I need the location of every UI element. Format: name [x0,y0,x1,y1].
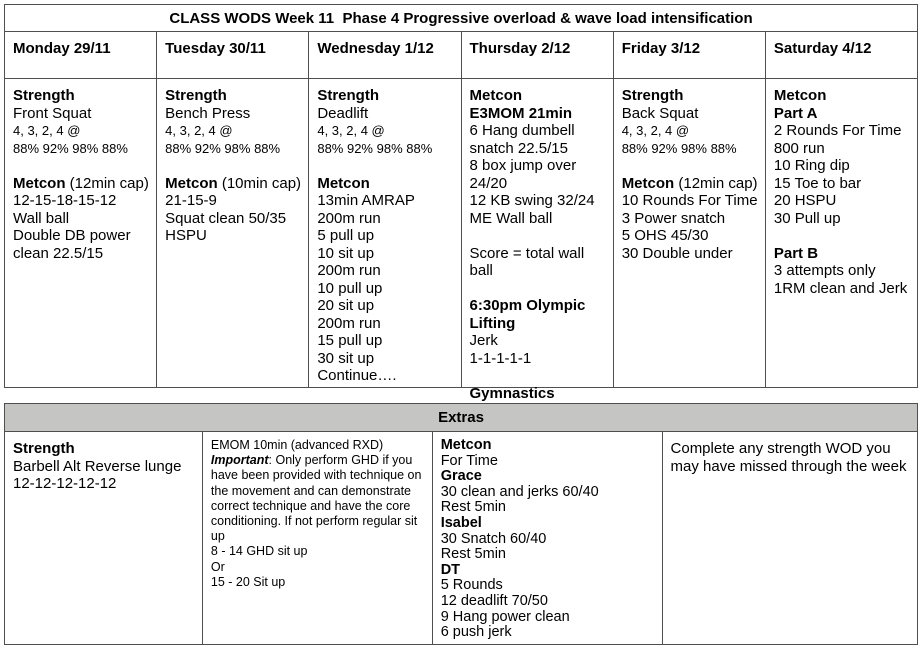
text-line [671,440,909,476]
text-line [317,210,454,228]
text-line [317,367,454,385]
text-segment: Part A [773,104,818,122]
text-line [622,227,759,245]
text-line [470,227,607,245]
day-header-thursday: Thursday 2/12 [462,32,614,78]
text-segment: ME Wall ball [469,209,553,227]
text-segment: Metcon [469,87,523,104]
text-segment: Strength [165,87,227,104]
text-line [470,122,607,140]
text-segment: Deadlift [317,104,369,122]
text-segment: 21-15-9 [165,192,217,209]
text-segment: Metcon [440,437,492,453]
text-segment: Metcon [165,174,218,192]
text-line [441,516,654,532]
day-header-tuesday: Tuesday 30/11 [157,32,309,78]
day-header-wednesday: Wednesday 1/12 [309,32,461,78]
text-segment: Isabel [440,514,482,531]
text-line [165,175,302,193]
text-segment: 5 Rounds [440,577,503,594]
text-segment: 12-15-18-15-12 [13,192,117,209]
day-content-row [5,79,917,402]
text-line [317,350,454,368]
text-segment: Lifting [469,314,516,332]
text-segment: Strength [13,87,75,104]
text-segment: 4, 3, 2, 4 @ [621,123,690,138]
text-segment: Or [210,559,225,574]
text-line [13,227,150,245]
text-segment: Score = total wall ball [469,244,585,279]
text-line [774,262,911,280]
text-line [470,280,607,298]
text-line [317,192,454,210]
extras-table [4,403,918,645]
text-segment: 200m run [317,262,381,279]
text-segment: Important [210,453,269,468]
text-segment: 30 Double under [621,244,733,262]
text-line [470,192,607,210]
text-segment: 10 sit up [317,244,375,262]
day-header-row [5,32,917,79]
text-segment: Strength [317,87,380,104]
text-line [317,157,454,175]
text-segment: E3MOM 21min [469,104,573,122]
text-line [774,210,911,228]
text-segment: Metcon [773,87,827,104]
text-segment: 4, 3, 2, 4 @ [165,123,233,138]
text-line [470,87,607,105]
text-line [774,245,911,263]
text-line [470,157,607,192]
text-line [441,454,654,470]
text-line [470,367,607,385]
text-line [317,87,454,105]
text-line [622,192,759,210]
text-segment: 88% 92% 98% 88% [165,140,281,156]
text-segment: 6 push jerk [440,624,512,641]
text-segment: Continue…. [317,367,397,384]
text-segment: 6:30pm Olympic [469,297,586,314]
text-segment: snatch 22.5/15 [469,139,568,157]
text-segment: 12 deadlift 70/50 [440,592,548,609]
week-schedule-table [4,4,918,402]
text-line [774,227,911,245]
text-line [13,105,150,123]
text-line [774,192,911,210]
text-line [317,280,454,298]
text-line [165,227,302,245]
day-cell-friday [614,79,766,387]
text-segment: 200m run [317,314,381,332]
text-line [317,175,454,193]
text-segment: Part B [773,244,819,262]
text-segment: Grace [440,468,482,485]
text-segment: Complete any strength WOD you may have missed through the week [670,440,907,475]
text-line [165,105,302,123]
text-segment: Rest 5min [440,499,506,516]
text-line [622,122,759,140]
text-line [317,262,454,280]
text-line [622,140,759,158]
text-line [13,458,194,476]
extras-cell-makeup-note [663,432,917,644]
text-segment: EMOM 10min (advanced RXD) [210,438,384,452]
day-header-friday: Friday 3/12 [614,32,766,78]
extras-cell-strength [5,432,203,644]
text-line [470,332,607,350]
text-segment: Gymnastics [469,384,555,402]
text-segment: Barbell Alt Reverse lunge [13,457,182,475]
text-line [211,560,424,575]
text-line [622,105,759,123]
text-segment: 20 sit up [317,297,375,314]
text-segment: 1-1-1-1-1 [469,349,532,367]
text-segment: 10 Ring dip [773,157,850,174]
text-segment: 9 Hang power clean [440,608,570,625]
text-line [165,140,302,158]
text-line [441,438,654,454]
text-line [470,245,607,280]
text-line [774,122,911,140]
text-line [211,544,424,559]
text-line [774,280,911,298]
text-segment: 4, 3, 2, 4 @ [13,123,81,138]
text-segment: (10min cap) [217,174,302,192]
text-segment: 12 KB swing 32/24 [469,192,595,209]
table-title: CLASS WODS Week 11 Phase 4 Progressive overload & wave load intensification [5,5,917,32]
text-segment: Back Squat [621,104,699,122]
text-segment: (12min cap) [674,174,758,192]
text-line [622,175,759,193]
text-line [441,578,654,594]
text-segment: DT [440,561,461,578]
text-line [165,122,302,140]
text-segment: 5 OHS 45/30 [621,227,709,244]
text-line [317,297,454,315]
text-segment: 88% 92% 98% 88% [621,140,737,156]
text-line [622,157,759,175]
text-segment: For Time [440,452,498,469]
text-segment: 15 pull up [317,332,383,349]
text-line [317,332,454,350]
text-segment: 4, 3, 2, 4 @ [317,123,385,138]
text-segment: 10 pull up [317,279,383,297]
text-line [774,140,911,158]
text-line [13,192,150,210]
text-segment: 30 clean and jerks 60/40 [440,483,599,500]
text-segment: 13min AMRAP [317,192,415,209]
text-line [622,245,759,263]
text-line [441,594,654,610]
text-line [441,547,654,563]
extras-content-row [5,432,917,644]
text-line [317,227,454,245]
text-segment: 8 box jump over 24/20 [469,157,577,192]
text-segment: 88% 92% 98% 88% [317,140,433,156]
text-segment: Metcon [317,174,370,192]
text-line [470,385,607,403]
text-segment: Strength [621,87,684,104]
text-segment: 2 Rounds For Time [773,122,902,139]
text-line [441,485,654,501]
text-line [622,210,759,228]
text-line [441,469,654,485]
text-line [774,87,911,105]
text-segment: clean 22.5/15 [13,244,104,262]
text-line [13,210,150,228]
text-segment: 15 - 20 Sit up [210,574,286,589]
text-line [165,157,302,175]
text-segment: HSPU [165,227,207,244]
text-line [441,610,654,626]
text-line [211,453,424,544]
text-segment: Front Squat [13,104,92,122]
text-line [470,315,607,333]
text-line [13,122,150,140]
day-header-saturday: Saturday 4/12 [773,40,872,57]
text-segment: Wall ball [13,209,70,227]
text-segment: 8 - 14 GHD sit up [210,544,308,559]
text-segment: 5 pull up [317,227,375,244]
text-segment: Strength [13,440,75,457]
text-segment: 30 Pull up [773,209,841,227]
text-line [317,105,454,123]
text-line [774,175,911,193]
text-segment: 1RM clean and Jerk [773,279,908,297]
text-segment: Jerk [469,332,498,349]
text-line [165,87,302,105]
text-segment: 6 Hang dumbell [469,122,575,139]
day-cell-saturday [766,79,917,387]
day-cell-monday [5,79,157,387]
text-segment: 800 run [773,139,825,157]
day-header-monday: Monday 29/11 [5,32,157,78]
text-segment: 12-12-12-12-12 [13,475,117,492]
text-segment: 15 Toe to bar [773,174,862,192]
text-line [165,192,302,210]
text-line [774,157,911,175]
text-line [13,140,150,158]
text-line [470,210,607,228]
text-line [13,245,150,263]
text-line [317,315,454,333]
text-line [441,532,654,548]
text-line [622,87,759,105]
text-segment: 30 sit up [317,349,375,367]
extras-header: Extras [5,404,917,432]
text-segment: Double DB power [13,227,131,244]
text-segment: 3 Power snatch [621,209,726,227]
text-segment: : Only perform GHD if you have been provided with technique on the movement and can demonstrate correct technique and have the core conditioning. If not perform regular sit up [210,453,422,544]
text-segment: 88% 92% 98% 88% [13,140,128,156]
text-segment: Metcon [13,174,66,192]
text-segment: Squat clean 50/35 [165,209,287,227]
text-line [317,140,454,158]
extras-cell-metcon [433,432,663,644]
text-line [211,438,424,453]
text-segment: Bench Press [165,104,251,122]
day-cell-wednesday [309,79,461,387]
text-line [470,105,607,123]
text-segment: 30 Snatch 60/40 [440,530,547,547]
text-segment: (12min cap) [65,174,149,192]
text-line [13,87,150,105]
text-line [441,625,654,641]
text-segment: 200m run [317,209,381,227]
text-line [165,210,302,228]
text-line [13,175,150,193]
text-line [774,105,911,123]
text-segment: 3 attempts only [773,262,876,279]
day-cell-thursday [462,79,614,402]
text-line [441,563,654,579]
text-segment: Metcon [621,174,675,192]
text-segment: 10 Rounds For Time [621,192,758,209]
day-cell-tuesday [157,79,309,387]
text-segment: Rest 5min [440,546,506,563]
text-line [470,350,607,368]
text-line [317,122,454,140]
text-line [441,500,654,516]
text-line [470,140,607,158]
extras-cell-emom-ghd [203,432,433,644]
text-line [13,157,150,175]
text-line [13,475,194,493]
text-line [470,297,607,315]
text-segment: 20 HSPU [773,192,837,209]
text-line [211,575,424,590]
text-line [13,440,194,458]
text-line [317,245,454,263]
